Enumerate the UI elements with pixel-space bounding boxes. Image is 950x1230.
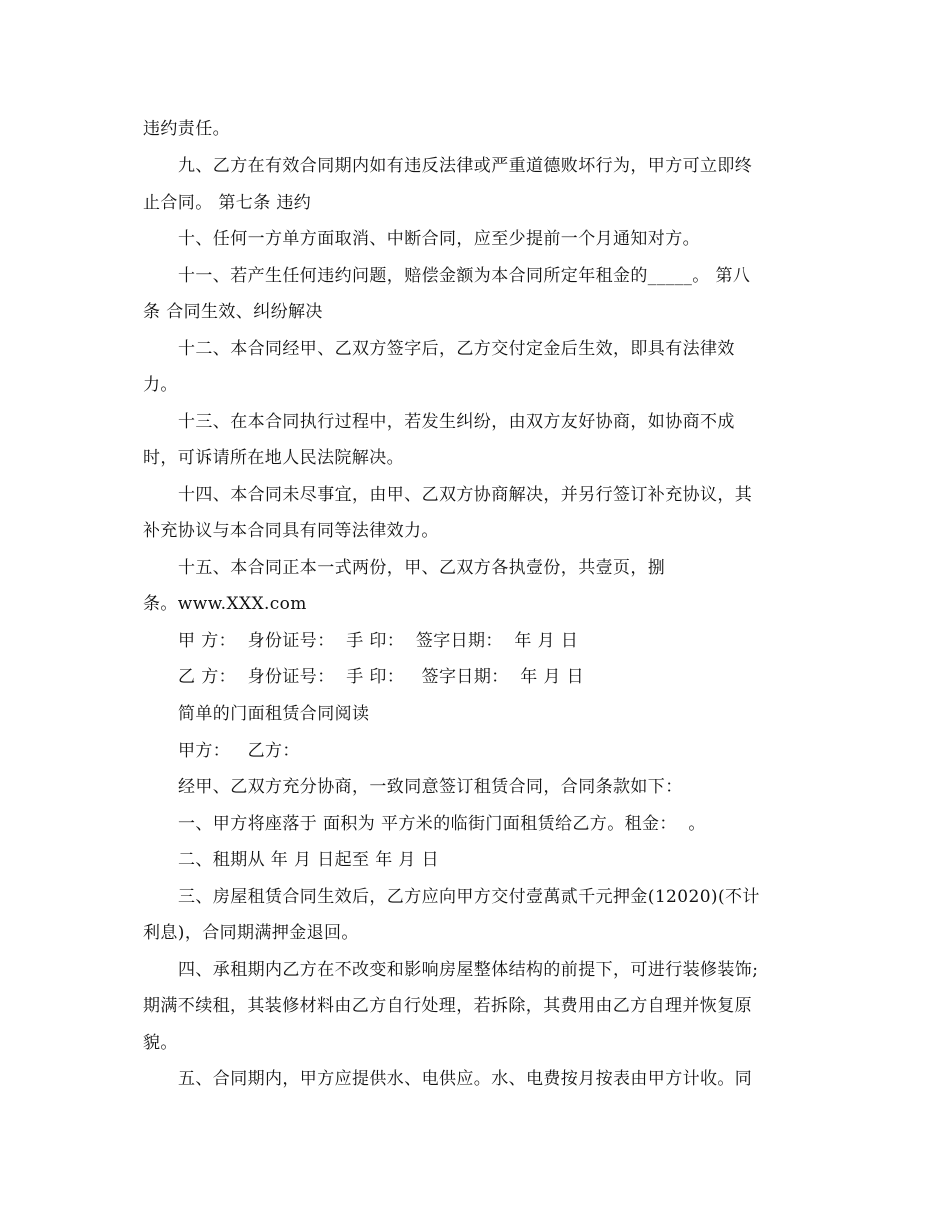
- text-line: 十五、本合同正本一式两份，甲、乙双方各执壹份，共壹页，捌: [178, 558, 666, 578]
- text-line: 十四、本合同未尽事宜，由甲、乙双方协商解决，并另行签订补充协议，其: [178, 485, 753, 505]
- text-line: 二、租期从 年 月 日起至 年 月 日: [178, 850, 440, 870]
- signature-line: 乙 方： 身份证号： 手 印： 签字日期： 年 月 日: [178, 667, 585, 687]
- section-title: 简单的门面租赁合同阅读: [178, 704, 370, 724]
- text-line: 时，可诉请所在地人民法院解决。: [143, 448, 404, 468]
- text-line: 十、任何一方单方面取消、中断合同，应至少提前一个月通知对方。: [178, 229, 700, 249]
- text-line: 四、承租期内乙方在不改变和影响房屋整体结构的前提下，可进行装修装饰;: [178, 960, 759, 980]
- text-line: 十一、若产生任何违约问题，赔偿金额为本合同所定年租金的_____。 第八: [178, 266, 751, 286]
- text-line: 止合同。 第七条 违约: [143, 193, 312, 213]
- text-line: 九、乙方在有效合同期内如有违反法律或严重道德败坏行为，甲方可立即终: [178, 156, 753, 176]
- text-line: 五、合同期内，甲方应提供水、电供应。水、电费按月按表由甲方计收。同: [178, 1069, 753, 1089]
- text-line: 补充协议与本合同具有同等法律效力。: [143, 521, 439, 541]
- text-line: 十三、在本合同执行过程中，若发生纠纷，由双方友好协商，如协商不成: [178, 412, 735, 432]
- text-line: 违约责任。: [143, 119, 230, 139]
- text-line: 一、甲方将座落于 面积为 平方米的临街门面租赁给乙方。租金： 。: [178, 814, 706, 834]
- text-line: 甲方： 乙方：: [178, 741, 300, 761]
- text-line: 条 合同生效、纠纷解决: [143, 302, 323, 322]
- text-line: 三、房屋租赁合同生效后，乙方应向甲方交付壹萬贰千元押金(12020)(不计: [178, 887, 760, 907]
- text-line: 十二、本合同经甲、乙双方签字后，乙方交付定金后生效，即具有法律效: [178, 339, 735, 359]
- signature-line: 甲 方： 身份证号： 手 印： 签字日期： 年 月 日: [178, 631, 579, 651]
- text-line: 利息)，合同期满押金退回。: [143, 923, 359, 943]
- text-line: 力。: [143, 375, 178, 395]
- text-line: 貌。: [143, 1033, 178, 1053]
- text-line: 期满不续租，其装修材料由乙方自行处理，若拆除，其费用由乙方自理并恢复原: [143, 996, 752, 1016]
- text-line: 条。www.XXX.com: [143, 594, 307, 614]
- text-line: 经甲、乙双方充分协商，一致同意签订租赁合同，合同条款如下：: [178, 777, 683, 797]
